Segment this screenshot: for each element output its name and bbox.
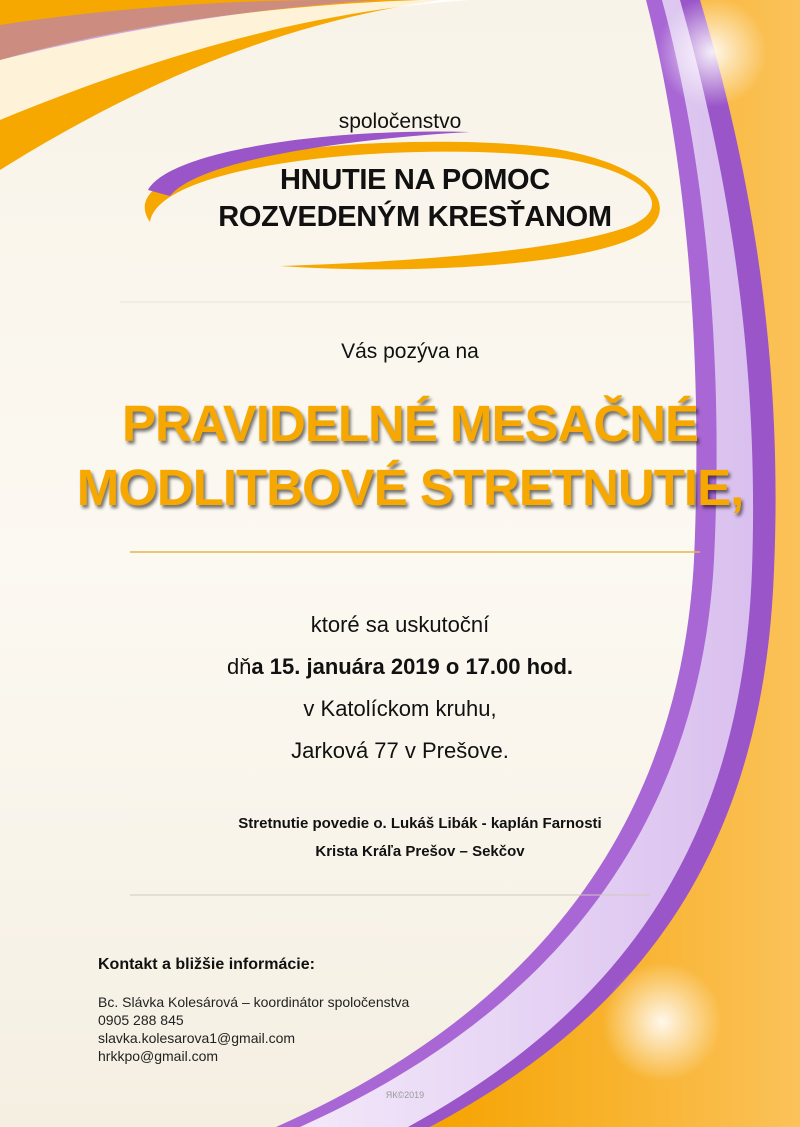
designer-signature: ЯК©2019 — [385, 1090, 425, 1100]
contact-email-primary: slavka.kolesarova1@gmail.com — [98, 1030, 296, 1046]
glow-bottom — [602, 962, 722, 1082]
contact-list — [98, 993, 518, 1065]
event-title-line1: PRAVIDELNÉ MESAČNÉ — [121, 395, 699, 452]
contact-heading: Kontakt a bližšie informácie: — [98, 956, 315, 973]
leader-info — [120, 810, 720, 866]
contact-email-secondary: hrkkpo@gmail.com — [98, 1048, 219, 1064]
event-place-line2: Jarková 77 v Prešove. — [291, 738, 509, 763]
leader-line2: Krista Kráľa Prešov – Sekčov — [315, 843, 525, 860]
event-title — [60, 392, 760, 520]
event-title-line2: MODLITBOVÉ STRETNUTIE, — [76, 459, 744, 516]
event-details — [160, 604, 640, 772]
details-intro: ktoré sa uskutoční — [310, 612, 490, 637]
date-prefix: dň — [226, 654, 252, 679]
organization-name-line2: ROZVEDENÝM KRESŤANOM — [218, 201, 612, 233]
date-value: a 15. januára 2019 o 17.00 hod. — [251, 654, 574, 679]
organization-name-line1: HNUTIE NA POMOC — [280, 164, 550, 196]
leader-line1: Stretnutie povedie o. Lukáš Libák - kaplán Farnosti — [238, 815, 602, 832]
event-place-line1: v Katolíckom kruhu, — [303, 696, 497, 721]
event-date — [160, 646, 640, 688]
contact-phone: 0905 288 845 — [98, 1012, 184, 1028]
organization-name — [160, 162, 670, 236]
society-label: spoločenstvo — [338, 110, 462, 133]
glow-top — [657, 0, 767, 107]
invitation-intro: Vás pozýva na — [341, 340, 479, 363]
contact-name: Bc. Slávka Kolesárová – koordinátor spoločenstva — [98, 994, 410, 1010]
